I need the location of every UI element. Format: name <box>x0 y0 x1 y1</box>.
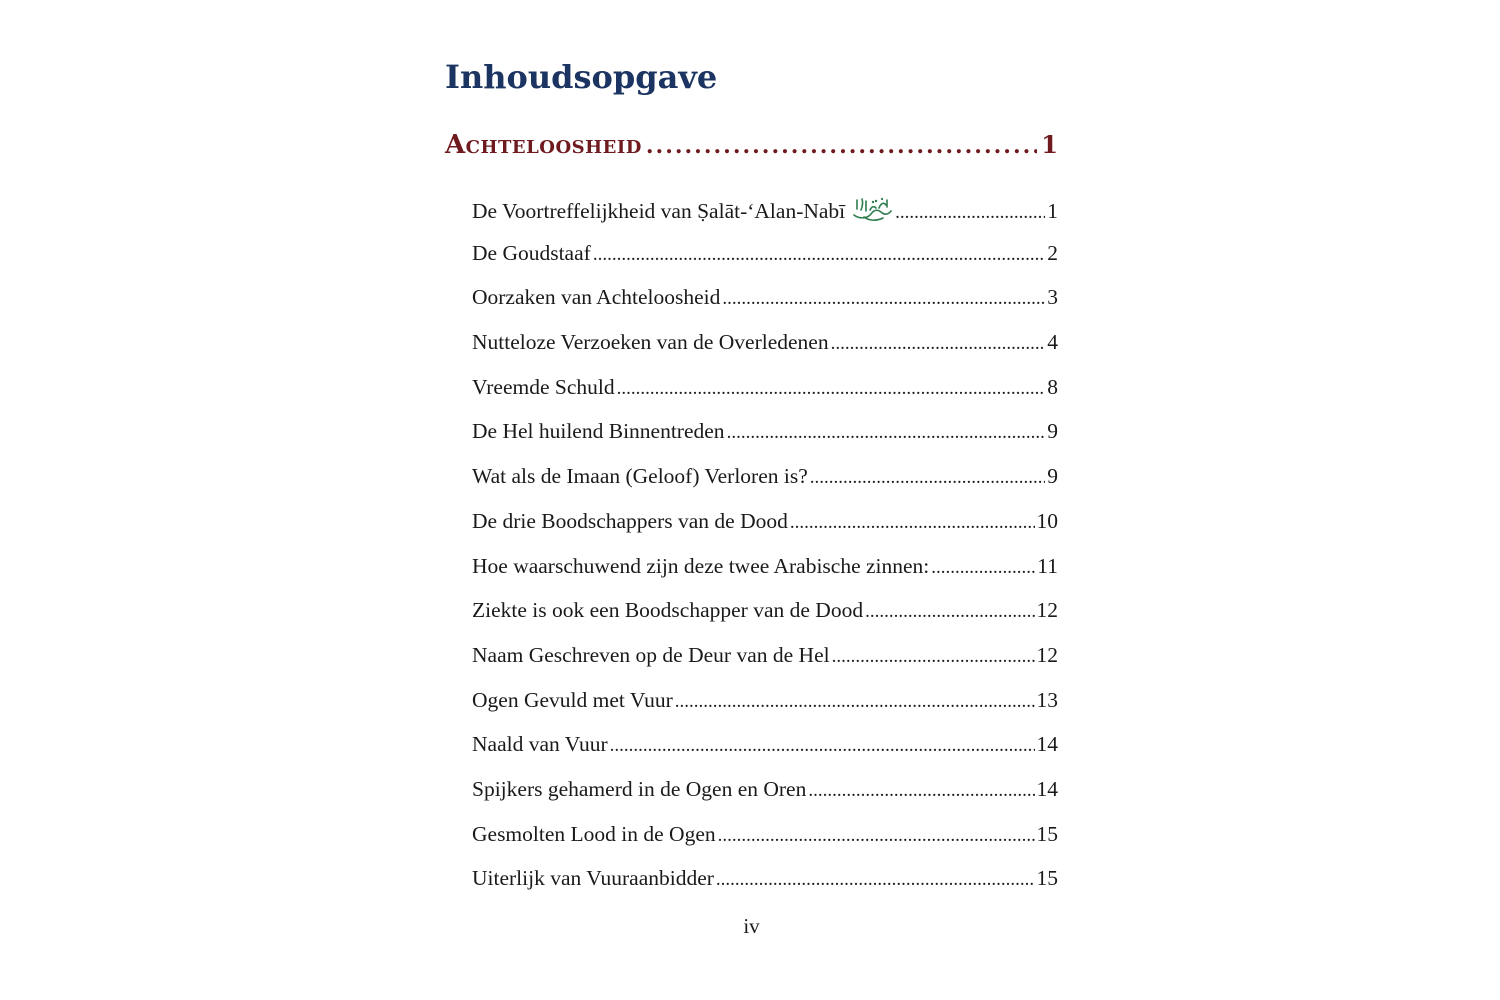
chapter-heading[interactable] <box>445 130 1058 160</box>
toc-entry-page: 14 <box>1036 732 1058 757</box>
leader-dots <box>810 467 1045 489</box>
toc-entry-page: 2 <box>1047 240 1058 265</box>
leader-dots <box>718 825 1035 847</box>
toc-entry[interactable] <box>472 196 1058 241</box>
toc-entry-page: 15 <box>1036 821 1058 846</box>
toc-entry-title: Vreemde Schuld <box>472 374 615 399</box>
toc-entry[interactable] <box>472 822 1058 867</box>
leader-dots <box>931 557 1035 579</box>
toc-entry-title: Ziekte is ook een Boodschapper van de Dood <box>472 598 864 623</box>
toc-entry-title: Hoe waarschuwend zijn deze twee Arabische zinnen: <box>472 553 930 578</box>
toc-entry-title: Naald van Vuur <box>472 732 608 757</box>
toc-entry[interactable] <box>472 866 1058 911</box>
toc-entry[interactable] <box>472 285 1058 330</box>
chapter-title: Achteloosheid <box>445 130 642 160</box>
toc-entry[interactable] <box>472 509 1058 554</box>
leader-dots <box>832 646 1035 668</box>
leader-dots <box>610 735 1035 757</box>
leader-dots <box>617 378 1046 400</box>
toc-entry-page: 9 <box>1047 419 1058 444</box>
toc-entry-page: 13 <box>1036 687 1058 712</box>
toc-entry-page: 9 <box>1047 464 1058 489</box>
chapter-page-number: 1 <box>1041 130 1058 159</box>
leader-dots <box>675 691 1035 713</box>
toc-entry[interactable] <box>472 643 1058 688</box>
leader-dots <box>646 133 1037 159</box>
toc-entry-title: Wat als de Imaan (Geloof) Verloren is? <box>472 464 808 489</box>
leader-dots <box>808 780 1034 802</box>
leader-dots <box>593 244 1045 266</box>
leader-dots <box>727 422 1046 444</box>
leader-dots <box>716 869 1035 891</box>
toc-entry-page: 11 <box>1037 553 1058 578</box>
toc-entry-title: De Hel huilend Binnentreden <box>472 419 725 444</box>
leader-dots <box>831 333 1046 355</box>
toc-entry-title: Spijkers gehamerd in de Ogen en Oren <box>472 776 807 801</box>
toc-list <box>472 196 1058 911</box>
toc-entry-page: 10 <box>1036 508 1058 533</box>
toc-entry[interactable] <box>472 419 1058 464</box>
toc-entry-page: 15 <box>1036 866 1058 891</box>
toc-page <box>445 0 1058 1000</box>
toc-entry[interactable] <box>472 375 1058 420</box>
toc-entry-title: Uiterlijk van Vuuraanbidder <box>472 866 714 891</box>
toc-entry[interactable] <box>472 241 1058 286</box>
leader-dots <box>895 202 1045 224</box>
toc-entry[interactable] <box>472 777 1058 822</box>
toc-entry-page: 3 <box>1047 285 1058 310</box>
toc-entry-page: 8 <box>1047 374 1058 399</box>
toc-entry[interactable] <box>472 464 1058 509</box>
toc-entry-title: Nutteloze Verzoeken van de Overledenen <box>472 330 829 355</box>
leader-dots <box>865 601 1034 623</box>
toc-entry[interactable] <box>472 330 1058 375</box>
toc-entry-page: 4 <box>1047 330 1058 355</box>
toc-entry-page: 12 <box>1036 642 1058 667</box>
page-number: iv <box>743 914 760 938</box>
toc-entry[interactable] <box>472 554 1058 599</box>
toc-entry-title: Ogen Gevuld met Vuur <box>472 687 673 712</box>
toc-entry-title: Naam Geschreven op de Deur van de Hel <box>472 642 830 667</box>
toc-entry-page: 1 <box>1047 199 1058 223</box>
toc-entry[interactable] <box>472 598 1058 643</box>
page-title: Inhoudsopgave <box>445 58 718 96</box>
toc-entry-title: Gesmolten Lood in de Ogen <box>472 821 716 846</box>
toc-entry-title: De Voortreffelijkheid van Ṣalāt-‘Alan-Nabī <box>472 196 893 224</box>
toc-entry-page: 14 <box>1036 776 1058 801</box>
leader-dots <box>722 288 1045 310</box>
toc-entry-title: De drie Boodschappers van de Dood <box>472 508 788 533</box>
toc-entry[interactable] <box>472 732 1058 777</box>
toc-entry-title: Oorzaken van Achteloosheid <box>472 285 721 310</box>
toc-entry[interactable] <box>472 688 1058 733</box>
salawat-calligraphy-icon <box>851 196 893 222</box>
toc-entry-title: De Goudstaaf <box>472 240 591 265</box>
toc-entry-page: 12 <box>1036 598 1058 623</box>
leader-dots <box>790 512 1035 534</box>
